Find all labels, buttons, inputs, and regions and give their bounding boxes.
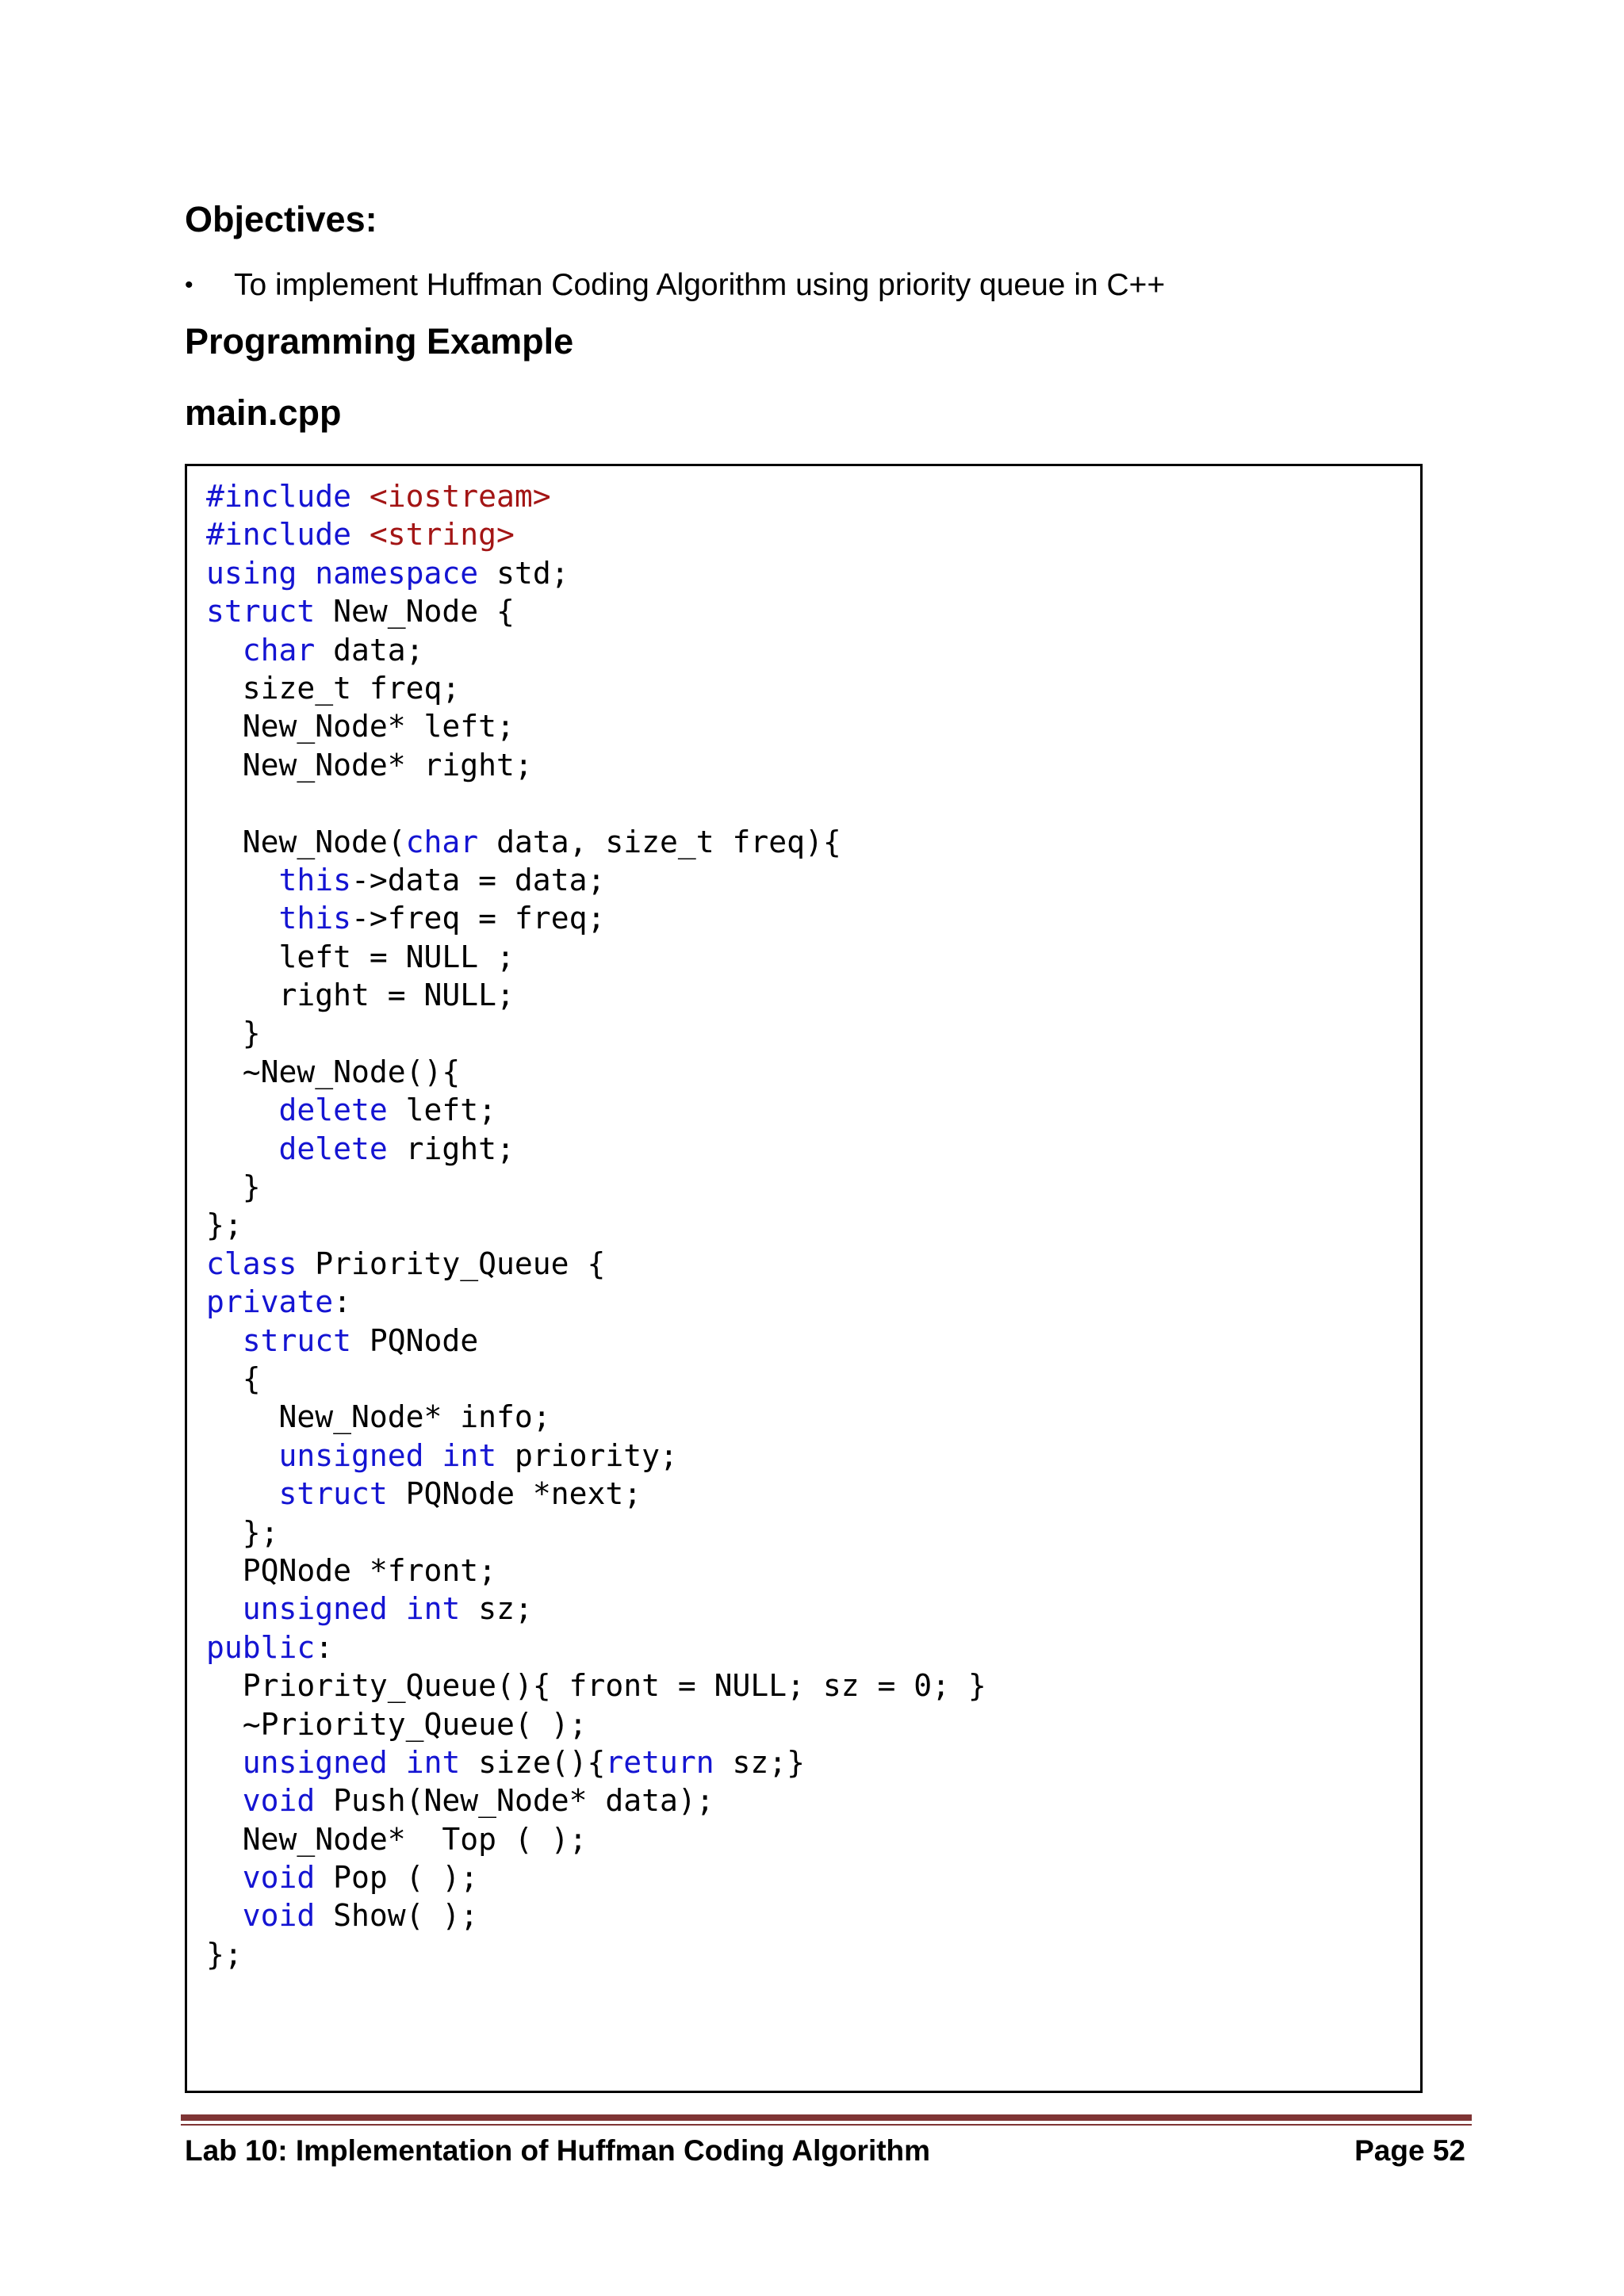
code-line	[206, 784, 986, 822]
code-line	[206, 1283, 986, 1321]
code-text	[206, 1745, 243, 1780]
footer-rule-thick	[181, 2114, 1472, 2121]
objective-text: To implement Huffman Coding Algorithm using priority queue in C++	[234, 268, 1166, 302]
code-keyword: int	[405, 1591, 461, 1627]
code-keyword: char	[405, 824, 479, 859]
code-text: New_Node* Top ( );	[206, 1821, 588, 1857]
code-line	[206, 1245, 986, 1283]
code-text: }	[206, 1169, 261, 1205]
code-line	[206, 1743, 986, 1781]
code-lines	[206, 477, 986, 1973]
code-text: {	[206, 1360, 261, 1396]
code-text: ->data = data;	[351, 862, 606, 897]
code-text: New_Node(	[206, 824, 406, 859]
code-text: };	[206, 1514, 279, 1550]
code-line	[206, 669, 986, 707]
code-keyword: delete	[278, 1093, 388, 1128]
code-line	[206, 1014, 986, 1052]
code-line	[206, 746, 986, 784]
code-line	[206, 1360, 986, 1398]
code-text: PQNode *front;	[206, 1552, 497, 1588]
objective-bullet-item	[185, 268, 1165, 303]
code-text	[206, 1783, 243, 1818]
code-text	[206, 1131, 279, 1166]
code-text: size(){	[460, 1744, 606, 1780]
code-line	[206, 1130, 986, 1168]
code-text: New_Node* right;	[206, 747, 533, 783]
code-keyword: int	[405, 1744, 461, 1780]
code-keyword: unsigned	[278, 1437, 424, 1473]
code-text: left;	[387, 1093, 497, 1128]
code-line	[206, 1206, 986, 1244]
code-string: <iostream>	[369, 479, 551, 514]
code-text: :	[333, 1284, 352, 1320]
code-text: New_Node* info;	[206, 1399, 551, 1435]
code-keyword: namespace	[315, 555, 479, 591]
code-line	[206, 1513, 986, 1552]
code-keyword: void	[242, 1783, 316, 1819]
code-text: New_Node* left;	[206, 709, 515, 744]
code-keyword: struct	[206, 594, 316, 629]
code-line	[206, 1475, 986, 1513]
code-text: sz;	[460, 1591, 533, 1627]
code-text	[206, 1323, 243, 1358]
code-keyword: public	[206, 1629, 316, 1665]
code-text	[388, 1591, 406, 1626]
code-line	[206, 1896, 986, 1934]
footer-lab-title: Lab 10: Implementation of Huffman Coding Algorithm	[185, 2134, 931, 2167]
code-text: sz;}	[714, 1744, 806, 1780]
code-text	[206, 1898, 243, 1933]
code-text	[206, 633, 243, 668]
code-line	[206, 1590, 986, 1628]
code-filename-heading: main.cpp	[185, 392, 342, 433]
code-text: right;	[387, 1131, 515, 1166]
code-text: priority;	[496, 1437, 678, 1473]
code-line	[206, 1053, 986, 1091]
code-keyword: unsigned	[242, 1591, 388, 1627]
code-line	[206, 1398, 986, 1436]
code-keyword: private	[206, 1284, 334, 1320]
code-text: PQNode	[351, 1322, 479, 1358]
code-text: };	[206, 1207, 243, 1243]
code-line	[206, 861, 986, 899]
code-line	[206, 1858, 986, 1896]
code-text: data;	[315, 632, 424, 668]
code-text: }	[206, 1016, 261, 1051]
code-text: size_t freq;	[206, 670, 461, 706]
code-text: ~Priority_Queue( );	[206, 1706, 588, 1742]
code-keyword: struct	[242, 1322, 352, 1358]
code-text: Priority_Queue {	[297, 1246, 606, 1281]
code-keyword: int	[442, 1437, 497, 1473]
code-text: };	[206, 1936, 243, 1972]
code-text	[206, 1093, 279, 1127]
code-text: Push(New_Node* data);	[315, 1783, 714, 1819]
code-text	[206, 901, 279, 936]
code-keyword: void	[242, 1860, 316, 1896]
code-keyword: #include	[206, 479, 370, 514]
code-line	[206, 1667, 986, 1705]
code-keyword: class	[206, 1246, 297, 1281]
code-line	[206, 592, 986, 630]
code-line	[206, 938, 986, 976]
programming-example-heading: Programming Example	[185, 321, 574, 362]
code-keyword: char	[242, 632, 316, 668]
code-keyword: struct	[278, 1476, 388, 1512]
code-text: Pop ( );	[315, 1860, 479, 1896]
code-line	[206, 1705, 986, 1743]
code-text: ->freq = freq;	[351, 901, 606, 936]
code-text: left = NULL ;	[206, 939, 515, 974]
objectives-heading: Objectives:	[185, 199, 377, 239]
code-text	[424, 1438, 442, 1473]
code-text	[388, 1745, 406, 1780]
code-keyword: #include	[206, 517, 370, 553]
code-text: right = NULL;	[206, 978, 515, 1013]
code-line	[206, 1935, 986, 1973]
code-line	[206, 707, 986, 745]
code-line	[206, 976, 986, 1014]
code-line	[206, 899, 986, 937]
code-line	[206, 1820, 986, 1858]
code-line	[206, 1322, 986, 1360]
footer-page-number: Page 52	[1354, 2134, 1465, 2167]
code-keyword: void	[242, 1898, 316, 1934]
code-text	[206, 1438, 279, 1473]
code-line	[206, 554, 986, 592]
code-keyword: return	[605, 1744, 714, 1780]
code-text: std;	[478, 555, 569, 591]
code-string: <string>	[369, 517, 515, 553]
footer-rule-thin	[181, 2124, 1472, 2126]
code-keyword: using	[206, 555, 297, 591]
code-text: Priority_Queue(){ front = NULL; sz = 0; }	[206, 1668, 986, 1704]
code-line	[206, 1781, 986, 1820]
code-line	[206, 823, 986, 861]
code-line	[206, 1437, 986, 1475]
code-keyword: this	[278, 901, 352, 936]
code-text	[206, 1476, 279, 1511]
code-text	[297, 556, 315, 591]
code-line	[206, 1168, 986, 1206]
code-text	[206, 863, 279, 897]
code-text: data, size_t freq){	[478, 824, 841, 859]
code-line	[206, 515, 986, 553]
bullet-icon: •	[185, 272, 193, 298]
code-line	[206, 1552, 986, 1590]
code-text: PQNode *next;	[387, 1476, 642, 1512]
code-listing-box	[185, 464, 1423, 2093]
code-text: :	[315, 1629, 334, 1665]
code-line	[206, 477, 986, 515]
code-text: ~New_Node(){	[206, 1054, 461, 1089]
code-text	[206, 1860, 243, 1895]
code-line	[206, 631, 986, 669]
code-line	[206, 1091, 986, 1129]
code-keyword: delete	[278, 1131, 388, 1166]
code-keyword: unsigned	[242, 1744, 388, 1780]
code-text	[206, 1591, 243, 1626]
code-keyword: this	[278, 862, 352, 897]
code-line	[206, 1628, 986, 1667]
code-text: New_Node {	[315, 594, 515, 629]
code-text: Show( );	[315, 1898, 479, 1934]
